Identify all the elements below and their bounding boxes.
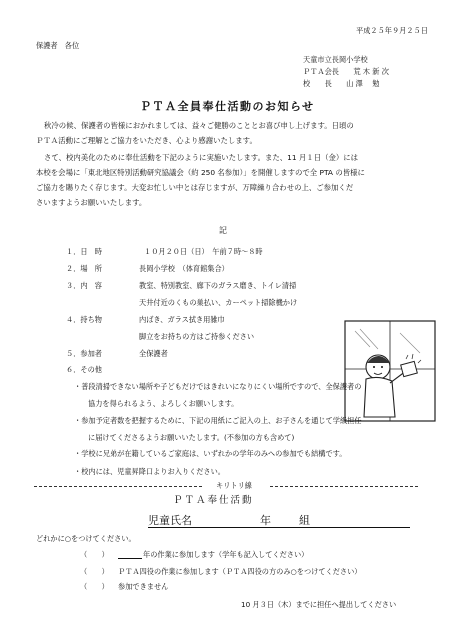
intro-line: 秋冷の候、保護者の皆様におかれましては、益々ご健勝のこととお喜び申し上げます。日頃の [44, 121, 354, 130]
option-pta-officer-text: ＰＴＡ四役の作業に参加します（ＰＴＡ四役の方のみ○をつけてください） [118, 567, 362, 576]
intro-line: ＰＴＡ活動にご理解とご協力をいただき、心より感謝いたします。 [36, 136, 257, 145]
grade-input-field[interactable] [118, 558, 142, 559]
cut-line-right [270, 486, 418, 487]
item-label-participants: ５．参加者 [66, 349, 102, 358]
child-name-field[interactable] [148, 527, 410, 528]
class-label: 組 [299, 514, 310, 527]
item-value-belongings-2: 脚立をお持ちの方はご持参ください [139, 332, 255, 341]
note-line-cont: に届けてくださるようお願いいたします。(不参加の方も含めて) [88, 433, 295, 442]
grade-label: 年 [260, 514, 271, 527]
note-line-cont: 協力を得られるよう、よろしくお願いします。 [88, 399, 239, 408]
recipient: 保護者 各位 [36, 41, 80, 50]
note-line: ・ 校内には、児童昇降口よりお入りください。 [74, 467, 225, 477]
note-line: ・ 学校に兄弟が在籍しているご家庭は、いずれかの学年のみへの参加でも結構です。 [74, 449, 346, 459]
item-value-belongings: 内ばき、ガラス拭き用雑巾 [139, 315, 225, 324]
item-label-belongings: ４．持ち物 [66, 315, 102, 324]
submission-deadline: 10 月３日（木）までに担任へ提出してください [241, 600, 397, 609]
option-pta-officer-checkbox[interactable]: （ ） [80, 567, 109, 576]
page-title: ＰＴＡ全員奉仕活動のお知らせ [140, 100, 315, 113]
cut-line-label: キリトリ線 [216, 481, 252, 490]
option-participate-grade-checkbox[interactable]: （ ） [80, 550, 109, 559]
item-value-content-2: 天井付近のくもの巣払い、カーペット掃除機かけ [139, 298, 298, 307]
cut-line-left [34, 486, 202, 487]
ki-heading: 記 [219, 226, 227, 235]
item-value-place: 長岡小学校 （体育館集合） [139, 264, 229, 273]
item-value-datetime: １０月２０日（日） 午前７時～８時 [144, 247, 263, 256]
item-label-content: ３．内 容 [66, 281, 102, 290]
form-title: ＰＴＡ奉仕活動 [173, 495, 254, 506]
child-name-label: 児童氏名 [148, 514, 192, 527]
note-line: ・ 普段清掃できない場所や子どもだけではきれいになりにくい場所ですので、全保護者の [74, 382, 361, 392]
intro-line: 本校を会場に「東北地区特別活動研究協議会（約 250 名参加）」を開催しますので全 PTA の皆様に [36, 168, 365, 177]
intro-line: さて、校内美化のために奉仕活動を下記のように実施いたします。また、11 月１日（金）には [44, 153, 359, 162]
intro-line: さいますようお願いいたします。 [36, 198, 147, 207]
pta-president: ＰＴＡ会長 荒 木 新 次 [303, 67, 389, 76]
item-label-datetime: １．日 時 [66, 247, 102, 256]
note-line: ・ 参加予定者数を把握するために、下記の用紙にご記入の上、お子さんを通じて学級担任 [74, 416, 362, 426]
item-value-content: 教室、特別教室、廊下のガラス磨き、トイレ清掃 [139, 281, 297, 290]
option-cannot-attend-checkbox[interactable]: （ ） [80, 582, 109, 591]
school-name: 天童市立長岡小学校 [303, 55, 368, 64]
intro-line: ご協力を賜りたく存じます。大変お忙しい中とは存じますが、万障繰り合わせの上、ご参加くだ [36, 183, 354, 192]
cleaning-illustration [340, 319, 440, 423]
item-label-other: ６．その他 [66, 365, 102, 374]
option-participate-grade-text: 年の作業に参加します（学年も記入してください） [143, 550, 309, 559]
option-cannot-attend-text: 参加できません [118, 582, 169, 591]
form-instruction: どれかに○をつけてください。 [36, 534, 136, 543]
item-value-participants: 全保護者 [139, 349, 168, 358]
item-label-place: ２．場 所 [66, 264, 102, 273]
principal: 校 長 山 澤 勉 [303, 79, 380, 88]
date: 平成２５年９月２５日 [356, 26, 428, 35]
